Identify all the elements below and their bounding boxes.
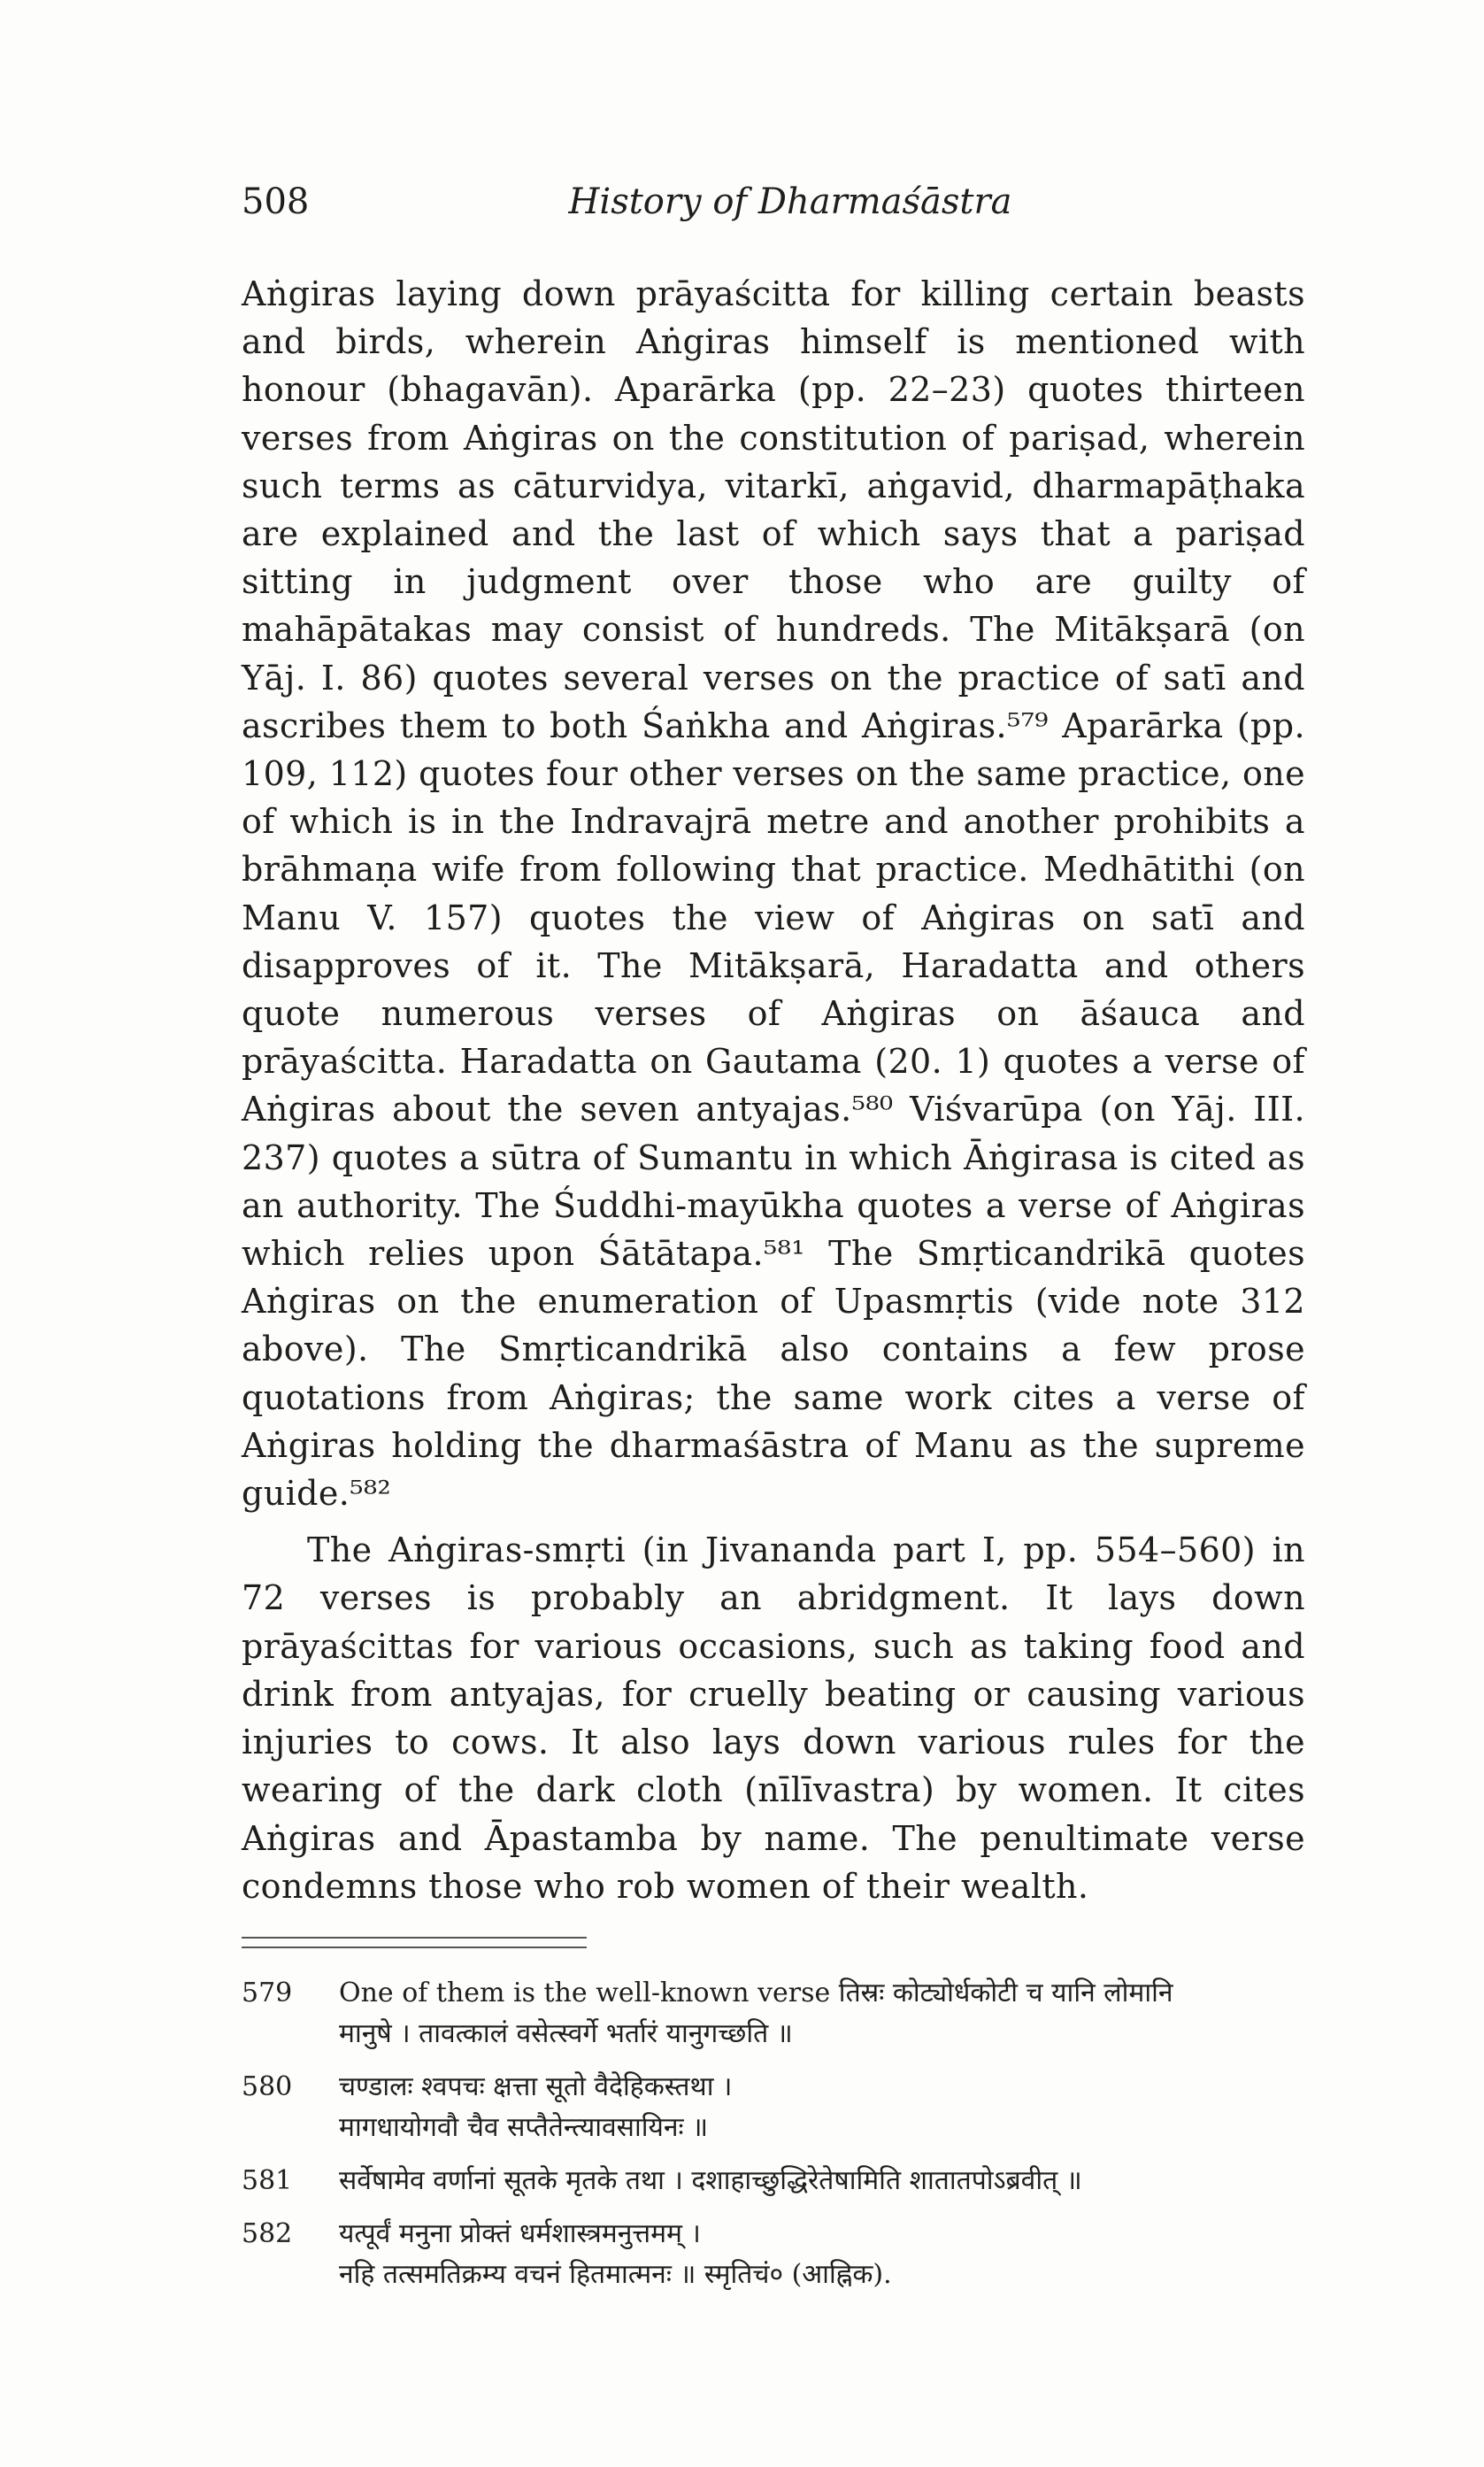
page-number: 508 — [242, 181, 310, 222]
footnote-line: मानुषे । तावत्कालं वसेत्स्वर्गे भर्तारं यानुगच्छति ॥ — [339, 2017, 793, 2049]
footnote-number: 582 — [242, 2217, 293, 2249]
footnote-number: 581 — [242, 2164, 293, 2196]
page-header — [242, 181, 1303, 235]
footnote-divider — [242, 1937, 587, 1948]
footnote-line: मागधायोगवौ चैव सप्तैतेन्त्यावसायिनः ॥ — [339, 2111, 709, 2143]
footnote-line: यत्पूर्वं मनुना प्रोक्तं धर्मशास्त्रमनुत्तमम् । — [339, 2217, 701, 2249]
footnote — [242, 2067, 1305, 2148]
footnote-line: नहि तत्समतिक्रम्य वचनं हितमात्मनः ॥ स्मृतिचं० (आह्निक). — [339, 2258, 892, 2290]
footnote — [242, 2161, 1305, 2201]
footnote-line: सर्वेषामेव वर्णानां सूतके मृतके तथा । दशाहाच्छुद्धिरेतेषामिति शातातपोऽब्रवीत् ॥ — [339, 2164, 1082, 2196]
footnote-number: 579 — [242, 1977, 293, 2008]
footnote-line: One of them is the well-known verse तिस्रः कोट्योर्धकोटी च यानि लोमानि — [339, 1977, 1173, 2008]
footnote — [242, 1973, 1305, 2055]
body-paragraph: Aṅgiras laying down prāyaścitta for killing certain beasts and birds, wherein Aṅgiras himself is mentioned with honour (bhagavān). Aparārka (pp. 22–23) quotes thirteen verses from Aṅgiras on the constitution of pariṣad, wherein such terms as cāturvidya, vitarkī, aṅgavid, dharmapāṭhaka are explained and the last of which says that a pariṣad sitting in judgment over those who are guilty of mahāpātakas may consist of hundreds. The Mitākṣarā (on Yāj. I. 86) quotes several verses on the practice of satī and ascribes them to both Śaṅkha and Aṅgiras.⁵⁷⁹ Aparārka (pp. 109, 112) quotes four other verses on the same practice, one of which is in the Indravajrā metre and another prohibits a brāhmaṇa wife from following that practice. Medhātithi (on Manu V. 157) quotes the view of Aṅgiras on satī and disapproves of it. The Mitākṣarā, Haradatta and others quote numerous verses of Aṅgiras on āśauca and prāyaścitta. Haradatta on Gautama (20. 1) quotes a verse of Aṅgiras about the seven antyajas.⁵⁸⁰ Viśvarūpa (on Yāj. III. 237) quotes a sūtra of Sumantu in which Āṅgirasa is cited as an authority. The Śuddhi-mayūkha quotes a verse of Aṅgiras which relies upon Śātātapa.⁵⁸¹ The Smṛticandrikā quotes Aṅgiras on the enumeration of Upasmṛtis (vide note 312 above). The Smṛticandrikā also contains a few prose quotations from Aṅgiras; the same work cites a verse of Aṅgiras holding the dharmaśāstra of Manu as the supreme guide.⁵⁸² — [242, 274, 1305, 1514]
body-paragraph: The Aṅgiras-smṛti (in Jivananda part I, pp. 554–560) in 72 verses is probably an abridgment. It lays down prāyaścittas for various occasions, such as taking food and drink from antyajas, for cruelly beating or causing various injuries to cows. It also lays down various rules for the wearing of the dark cloth (nīlīvastra) by women. It cites Aṅgiras and Āpastamba by name. The penultimate verse condemns those who rob women of their wealth. — [242, 1530, 1305, 1906]
footnote-line: चण्डालः श्वपचः क्षत्ता सूतो वैदेहिकस्तथा । — [339, 2070, 733, 2102]
footnote-number: 580 — [242, 2070, 293, 2102]
page-body — [242, 270, 1305, 2308]
footnote — [242, 2214, 1305, 2295]
running-title: History of Dharmaśāstra — [568, 181, 1012, 222]
footnotes — [242, 1973, 1305, 2295]
